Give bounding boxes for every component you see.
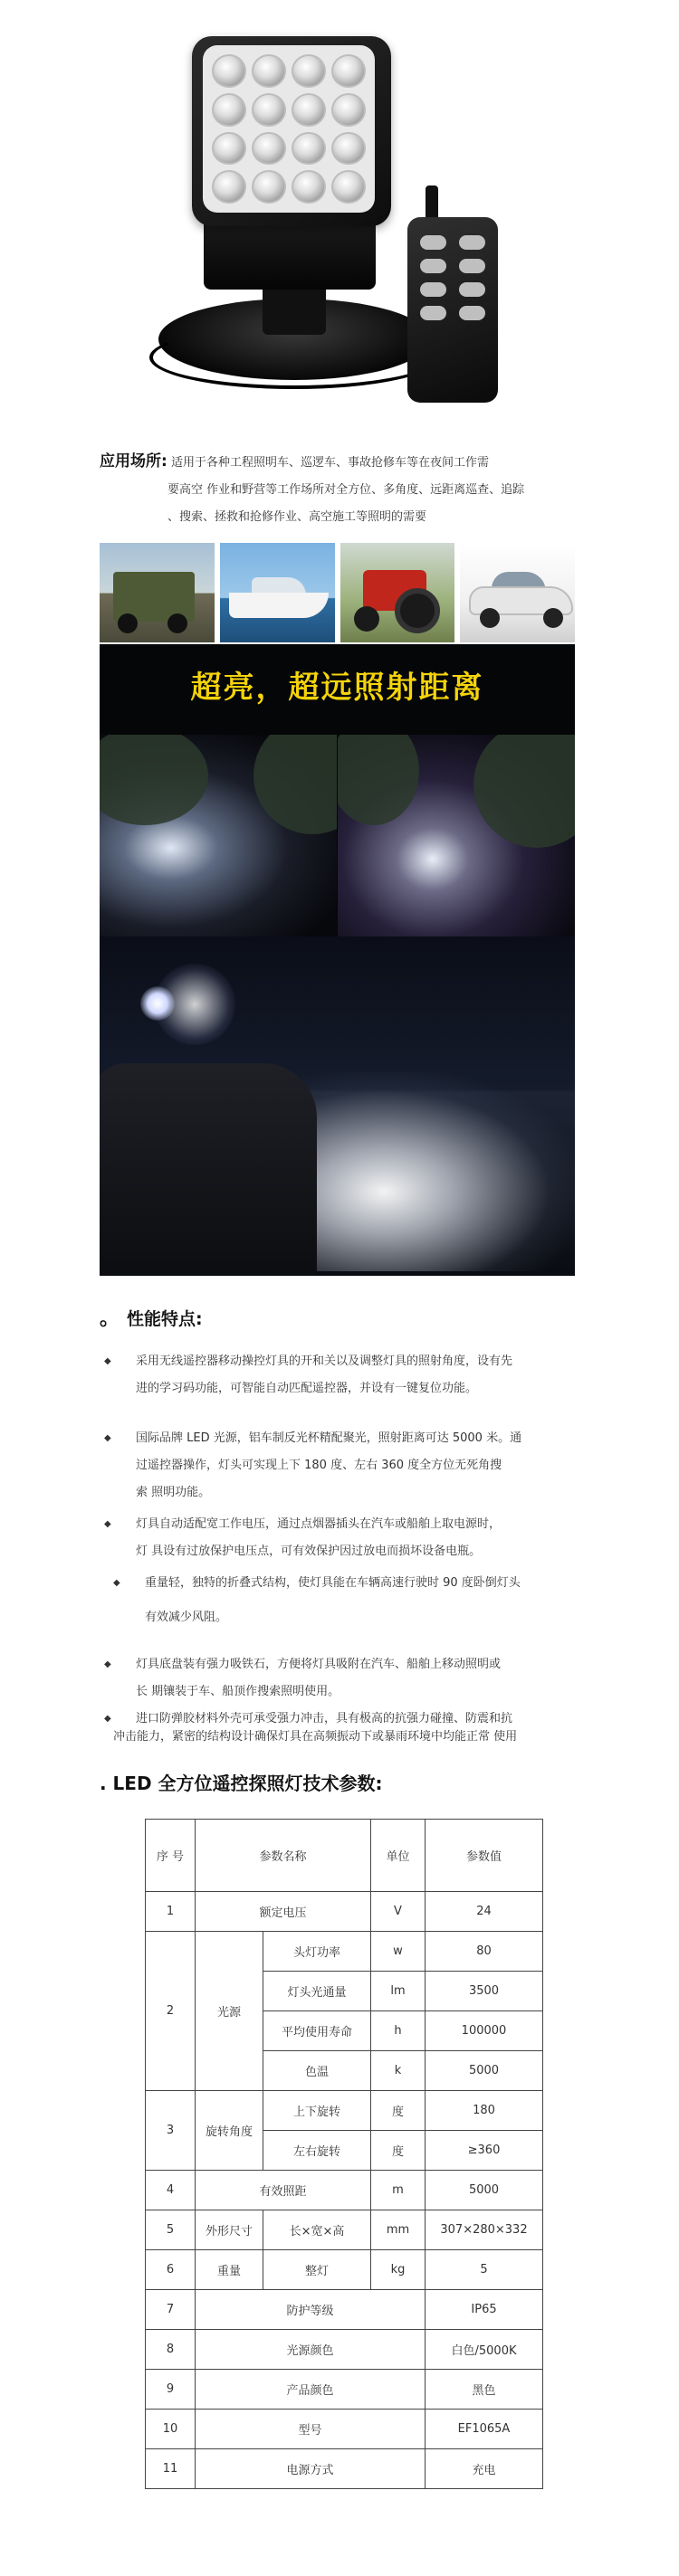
- spec-table-title: . LED 全方位遥控探照灯技术参数:: [100, 1773, 383, 1794]
- remote-antenna: [426, 185, 438, 222]
- lamp-yoke: [204, 217, 376, 290]
- banner-headline: 超亮，超远照射距离: [190, 670, 484, 706]
- table-row: 6 重量 整灯 kg 5: [146, 2250, 543, 2290]
- feature-item: ◆ 进口防弹胶材料外壳可承受强力冲击，具有极高的抗强力碰撞、防震和抗 冲击能力，紧密的结构设计确保灯具在高频振动下或暴雨环境中均能正常 使用: [104, 1712, 518, 1744]
- feature-item: ◆ 灯具自动适配宽工作电压，通过点烟器插头在汽车或船舶上取电源时， 灯 具设有过放保护电压点，可有效保护因过放电而损坏设备电瓶。: [104, 1511, 598, 1565]
- diamond-bullet-icon: ◆: [104, 1659, 111, 1669]
- application-title: 应用场所:: [100, 452, 167, 471]
- boat-photo: [220, 543, 335, 642]
- application-text-line1: 适用于各种工程照明车、巡逻车、事故抢修车等在夜间工作需: [170, 456, 489, 470]
- table-header-row: 序 号 参数名称 单位 参数值: [146, 1820, 543, 1892]
- table-row: 3 旋转角度 上下旋转 度 180: [146, 2091, 543, 2131]
- feature-item: ◆ 国际品牌 LED 光源，铝车制反光杯精配聚光，照射距离可达 5000 米。通 过遥控器操作，灯头可实现上下 180 度、左右 360 度全方位无死角搜 索 照明功能。: [104, 1425, 598, 1507]
- diamond-bullet-icon: ◆: [104, 1519, 111, 1529]
- table-row: 灯头光通量 lm 3500: [146, 1972, 543, 2011]
- table-row: 平均使用寿命 h 100000: [146, 2011, 543, 2051]
- features-title: 。 性能特点:: [100, 1307, 203, 1330]
- table-row: 9 产品颜色 黑色: [146, 2370, 543, 2410]
- night-photo-right: [338, 735, 575, 961]
- diamond-bullet-icon: ◆: [104, 1356, 111, 1366]
- night-banner: [100, 644, 575, 961]
- table-row: 5 外形尺寸 长×宽×高 mm 307×280×332: [146, 2210, 543, 2250]
- remote-control: [407, 217, 498, 403]
- feature-item: ◆ 灯具底盘装有强力吸铁石，方便将灯具吸附在汽车、船舶上移动照明或 长 期镶装于车、船顶作搜索照明使用。: [104, 1651, 598, 1706]
- table-row: 2 光源 头灯功率 w 80: [146, 1932, 543, 1972]
- diamond-bullet-icon: ◆: [104, 1714, 111, 1724]
- table-row: 1 额定电压 V 24: [146, 1892, 543, 1932]
- application-text-line3: 、搜索、拯救和抢修作业、高空施工等照明的需要: [167, 510, 427, 524]
- night-photo-left: [100, 735, 337, 961]
- night-illumination-photo: [100, 936, 575, 1276]
- product-hero-image: [0, 0, 679, 425]
- spec-table: [145, 1819, 543, 2489]
- feature-item: ◆ 重量轻，独特的折叠式结构，使灯具能在车辆高速行驶时 90 度卧倒灯头 有效减少风阻。: [113, 1570, 607, 1631]
- diamond-bullet-icon: ◆: [104, 1433, 111, 1443]
- table-row: 左右旋转 度 ≥360: [146, 2131, 543, 2171]
- led-array: [203, 45, 375, 213]
- lamp-head: [192, 36, 391, 226]
- tractor-photo: [340, 543, 455, 642]
- diamond-bullet-icon: ◆: [113, 1578, 120, 1588]
- table-row: 8 光源颜色 白色/5000K: [146, 2330, 543, 2370]
- table-row: 11 电源方式 充电: [146, 2449, 543, 2489]
- lamp-glow: [140, 986, 175, 1021]
- table-row: 7 防护等级 IP65: [146, 2290, 543, 2330]
- application-section: [100, 448, 607, 531]
- military-truck-photo: [100, 543, 215, 642]
- lamp-base-rim: [149, 326, 439, 389]
- vehicle-photo-strip: [100, 543, 575, 642]
- sedan-photo: [460, 543, 575, 642]
- table-row: 色温 k 5000: [146, 2051, 543, 2091]
- feature-item: ◆ 采用无线遥控器移动操控灯具的开和关以及调整灯具的照射角度，设有先 进的学习码功能，可智能自动匹配遥控器，并设有一键复位功能。: [104, 1348, 598, 1402]
- application-text-line2: 要高空 作业和野营等工作场所对全方位、多角度、远距离巡查、追踪: [167, 483, 525, 497]
- table-row: 10 型号 EF1065A: [146, 2410, 543, 2449]
- table-row: 4 有效照距 m 5000: [146, 2171, 543, 2210]
